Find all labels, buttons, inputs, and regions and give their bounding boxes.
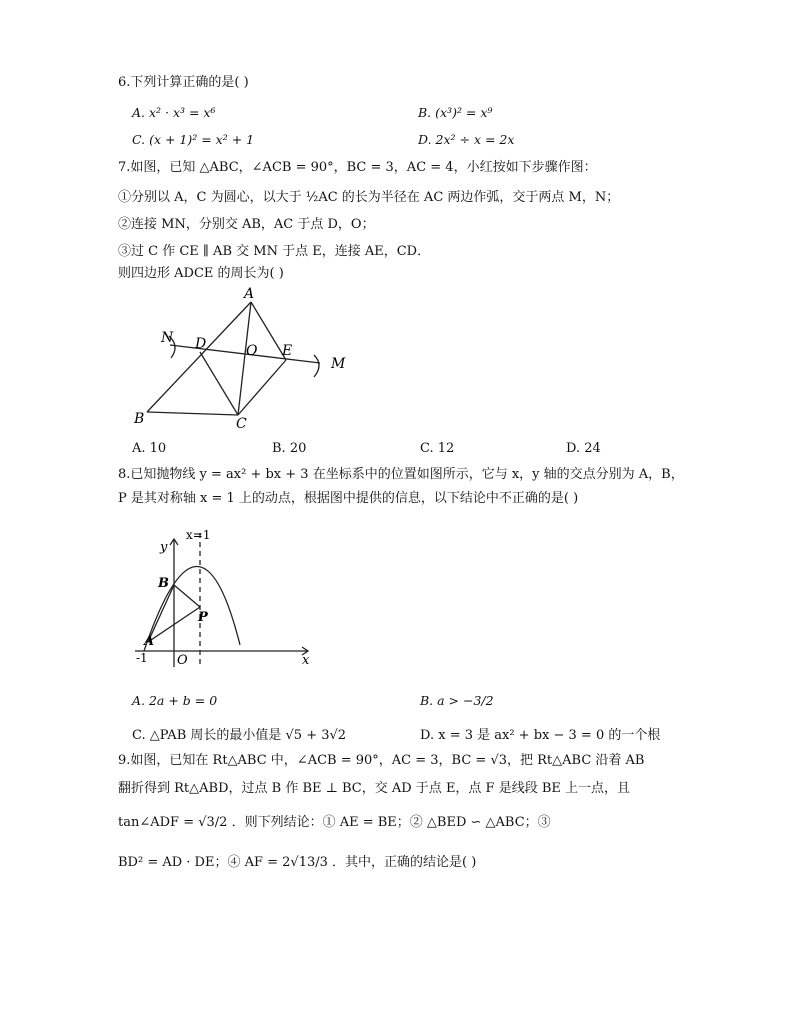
segment-ce: [238, 360, 286, 415]
q7-ask: 则四边形 ADCE 的周长为( ): [118, 266, 284, 281]
q6-option-d: D. 2x² ÷ x = 2x: [418, 132, 515, 147]
q6-stem: 6.下列计算正确的是( ): [118, 75, 249, 90]
label-neg1: -1: [136, 651, 148, 665]
label-o: O: [246, 343, 258, 359]
q7-step3: ③过 C 作 CE ∥ AB 交 MN 于点 E，连接 AE，CD．: [118, 244, 431, 259]
arc-m: [314, 355, 319, 377]
label-d: D: [195, 336, 207, 352]
q6-option-c: C. (x + 1)² = x² + 1: [132, 132, 255, 147]
label-y: y: [160, 540, 168, 555]
segment-bp: [174, 585, 200, 607]
label-b: B: [134, 411, 145, 427]
q8-option-a: A. 2a + b = 0: [132, 693, 218, 708]
label-a: A: [244, 286, 255, 302]
label-b: B: [158, 576, 169, 591]
segment-cd: [200, 352, 238, 415]
q7-stem: 7.如图，已知 △ABC，∠ACB = 90°，BC = 3，AC = 4，小红按如下步骤作图：: [118, 160, 597, 175]
line-mn: [170, 345, 320, 363]
q7-figure: [125, 282, 355, 432]
label-n: N: [161, 330, 174, 346]
label-c: C: [236, 416, 247, 432]
label-e: E: [282, 343, 293, 359]
q7-option-a: A. 10: [132, 441, 167, 456]
segment-bc: [147, 412, 238, 415]
label-o: O: [177, 653, 188, 668]
q9-stem2: 翻折得到 Rt△ABD，过点 B 作 BE ⊥ BC，交 AD 于点 E，点 F 是线段 BE 上一点，且: [118, 781, 631, 796]
q7-option-c: C. 12: [420, 441, 455, 456]
q8-option-b: B. a > −3/2: [420, 693, 494, 708]
q8-figure: [130, 527, 320, 672]
q7-option-d: D. 24: [566, 441, 601, 456]
label-m: M: [331, 356, 346, 372]
q9-stem: 9.如图，已知在 Rt△ABC 中，∠ACB = 90°，AC = 3，BC = √3，把 Rt△ABC 沿着 AB: [118, 753, 645, 768]
segment-ab: [147, 302, 251, 412]
q7-step1: ①分别以 A，C 为圆心，以大于 ½AC 的长为半径在 AC 两边作弧，交于两点 M，N；: [118, 190, 620, 205]
q9-stem3: tan∠ADF = √3/2 ．则下列结论：① AE = BE；② △BED ∽ △ABC；③: [118, 815, 551, 830]
q7-option-b: B. 20: [272, 441, 307, 456]
label-x: x: [302, 653, 310, 668]
label-axis-eq: x=1: [186, 528, 211, 542]
q8-option-c: C. △PAB 周长的最小值是 √5 + 3√2: [132, 728, 347, 743]
label-a: A: [144, 634, 155, 649]
q6-option-a: A. x² · x³ = x⁶: [132, 105, 216, 120]
q8-stem2: P 是其对称轴 x = 1 上的动点，根据图中提供的信息，以下结论中不正确的是( ): [118, 491, 579, 506]
q8-option-d: D. x = 3 是 ax² + bx − 3 = 0 的一个根: [420, 728, 661, 743]
q6-option-b: B. (x³)² = x⁹: [418, 105, 493, 120]
q7-step2: ②连接 MN，分别交 AB，AC 于点 D，O；: [118, 217, 375, 232]
q9-stem4: BD² = AD · DE；④ AF = 2√13/3 ．其中，正确的结论是( ): [118, 855, 477, 870]
label-p: P: [198, 610, 208, 625]
q8-stem: 8.已知抛物线 y = ax² + bx + 3 在坐标系中的位置如图所示，它与 x，y 轴的交点分别为 A，B，: [118, 467, 684, 482]
